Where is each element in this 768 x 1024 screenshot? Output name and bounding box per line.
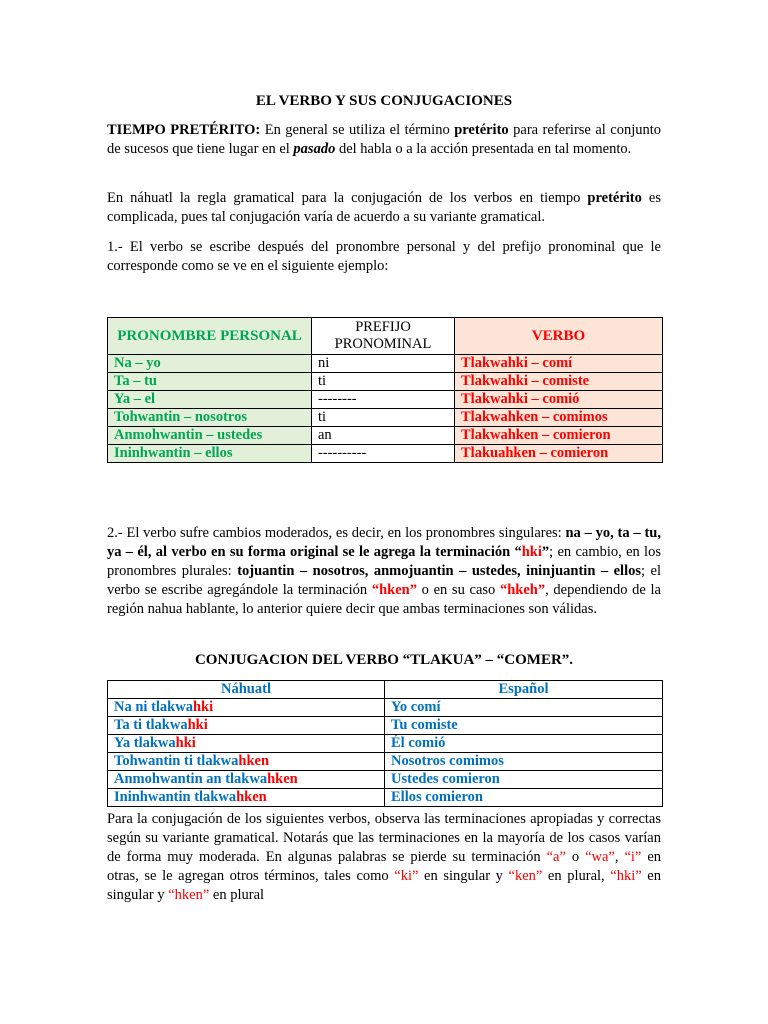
cell-espanol: Ellos comieron bbox=[385, 789, 663, 807]
cell-pronombre: Ininhwantin – ellos bbox=[108, 445, 312, 463]
text: en plural bbox=[209, 887, 265, 903]
verb-stem: Ta ti tlakwa bbox=[114, 717, 188, 733]
text: ; el verbo se escribe agregándole la terminación bbox=[107, 563, 661, 598]
table-row bbox=[108, 409, 663, 427]
pronoun-table bbox=[107, 317, 663, 463]
term-bold: tojuantin – nosotros, anmojuantin – ustedes, ininjuantin – ellos bbox=[237, 563, 642, 579]
ending-a: “a” bbox=[546, 849, 566, 865]
header-prefijo: PREFIJO PRONOMINAL bbox=[312, 318, 455, 355]
text: En náhuatl la regla gramatical para la conjugación de los verbos en tiempo bbox=[107, 190, 588, 206]
header-espanol: Español bbox=[385, 681, 663, 699]
text: o bbox=[565, 849, 586, 865]
cell-nahuatl bbox=[108, 753, 385, 771]
verb-stem: Ya tlakwa bbox=[114, 735, 176, 751]
text: 2.- El verbo sufre cambios moderados, es decir, en los pronombres singulares: bbox=[107, 525, 566, 541]
table-row bbox=[108, 445, 663, 463]
ending-ki: “ki” bbox=[394, 868, 419, 884]
table-row bbox=[108, 735, 663, 753]
cell-pronombre: Tohwantin – nosotros bbox=[108, 409, 312, 427]
cell-nahuatl bbox=[108, 789, 385, 807]
verb-stem: Na ni tlakwa bbox=[114, 699, 193, 715]
cell-prefijo: an bbox=[312, 427, 455, 445]
table-row bbox=[108, 771, 663, 789]
table-row bbox=[108, 427, 663, 445]
cell-verbo: Tlakwahki – comí bbox=[455, 355, 663, 373]
verb-ending: hki bbox=[187, 717, 208, 733]
verb-ending: hken bbox=[267, 771, 298, 787]
paragraph-preterito bbox=[107, 121, 661, 159]
text: es complicada, pues tal conjugación varía de acuerdo a su variante gramatical. bbox=[107, 190, 661, 225]
verb-stem: Anmohwantin an tlakwa bbox=[114, 771, 268, 787]
ending-i: “i” bbox=[624, 849, 642, 865]
verb-ending: hki bbox=[175, 735, 196, 751]
cell-espanol: Él comió bbox=[385, 735, 663, 753]
cell-prefijo: ---------- bbox=[312, 445, 455, 463]
ending-hken: “hken” bbox=[371, 582, 417, 598]
verb-stem: Ininhwantin tlakwa bbox=[114, 789, 237, 805]
cell-nahuatl bbox=[108, 771, 385, 789]
table-row bbox=[108, 373, 663, 391]
text: en plural, bbox=[542, 868, 611, 884]
ending-wa: “wa” bbox=[585, 849, 615, 865]
ending-hki: hki bbox=[521, 544, 542, 560]
ending-hkeh: “hkeh” bbox=[499, 582, 546, 598]
ending-hken: “hken” bbox=[168, 887, 210, 903]
conjugation-table bbox=[107, 680, 663, 807]
table-row bbox=[108, 355, 663, 373]
cell-pronombre: Ya – el bbox=[108, 391, 312, 409]
cell-pronombre: Anmohwantin – ustedes bbox=[108, 427, 312, 445]
table-header-row bbox=[108, 681, 663, 699]
term-bold: na – yo, ta – tu, ya – él, al verbo en su forma original se le agrega la terminación “ bbox=[107, 525, 661, 560]
cell-pronombre: Na – yo bbox=[108, 355, 312, 373]
text: en singular y bbox=[107, 868, 661, 903]
header-verbo: VERBO bbox=[455, 318, 663, 355]
term-bold: ” bbox=[541, 544, 550, 560]
text: del habla o a la acción presentada en tal momento. bbox=[335, 141, 632, 157]
header-nahuatl: Náhuatl bbox=[108, 681, 385, 699]
cell-prefijo: -------- bbox=[312, 391, 455, 409]
cell-nahuatl bbox=[108, 699, 385, 717]
text: En general se utiliza el término bbox=[260, 122, 455, 138]
paragraph-rule-1: 1.- El verbo se escribe después del pronombre personal y del prefijo pronominal que le corresponde como se ve en el siguiente ejemplo: bbox=[107, 239, 661, 274]
text: , dependiendo de la región nahua hablante, lo anterior quiere decir que ambas terminaciones son válidas. bbox=[107, 582, 661, 617]
table-row bbox=[108, 717, 663, 735]
table-row bbox=[108, 789, 663, 807]
cell-espanol: Nosotros comimos bbox=[385, 753, 663, 771]
text: en otras, se le agregan otros términos, tales como bbox=[107, 849, 662, 884]
cell-espanol: Ustedes comieron bbox=[385, 771, 663, 789]
text: , bbox=[614, 849, 625, 865]
verb-stem: Tohwantin ti tlakwa bbox=[114, 753, 239, 769]
document-title: EL VERBO Y SUS CONJUGACIONES bbox=[255, 93, 513, 109]
term-bold: pretérito bbox=[454, 122, 509, 138]
cell-espanol: Yo comí bbox=[385, 699, 663, 717]
paragraph-regla bbox=[107, 189, 661, 227]
cell-pronombre: Ta – tu bbox=[108, 373, 312, 391]
paragraph-instructions bbox=[107, 810, 661, 905]
cell-nahuatl bbox=[108, 735, 385, 753]
verb-ending: hki bbox=[192, 699, 214, 715]
term-bold-italic: pasado bbox=[293, 141, 336, 157]
table-row bbox=[108, 699, 663, 717]
text: o en su caso bbox=[416, 582, 500, 598]
cell-prefijo: ti bbox=[312, 409, 455, 427]
text: ; en cambio, en los pronombres plurales: bbox=[107, 544, 661, 579]
verb-ending: hken bbox=[236, 789, 267, 805]
paragraph-rule-2 bbox=[107, 524, 661, 619]
cell-espanol: Tu comiste bbox=[385, 717, 663, 735]
text: para referirse al conjunto de sucesos que tiene lugar en el bbox=[107, 122, 661, 157]
cell-prefijo: ni bbox=[312, 355, 455, 373]
cell-verbo: Tlakwahki – comió bbox=[455, 391, 663, 409]
ending-ken: “ken” bbox=[508, 868, 543, 884]
cell-nahuatl bbox=[108, 717, 385, 735]
text: en singular y bbox=[418, 868, 509, 884]
cell-verbo: Tlakwahken – comieron bbox=[455, 427, 663, 445]
text: Para la conjugación de los siguientes verbos, observa las terminaciones apropiadas y correctas según su variante gramatical. Notarás que las terminaciones en la mayoría de los casos varían de forma muy moderada. En algunas palabras se pierde su terminación bbox=[107, 811, 661, 865]
cell-verbo: Tlakuahken – comieron bbox=[455, 445, 663, 463]
table-row bbox=[108, 391, 663, 409]
cell-verbo: Tlakwahki – comiste bbox=[455, 373, 663, 391]
section-subtitle: CONJUGACION DEL VERBO “TLAKUA” – “COMER”. bbox=[194, 652, 574, 668]
cell-verbo: Tlakwahken – comimos bbox=[455, 409, 663, 427]
table-header-row bbox=[108, 318, 663, 355]
ending-hki: “hki” bbox=[610, 868, 642, 884]
cell-prefijo: ti bbox=[312, 373, 455, 391]
verb-ending: hken bbox=[238, 753, 270, 769]
header-pronombre: PRONOMBRE PERSONAL bbox=[108, 318, 312, 355]
term-bold: pretérito bbox=[587, 190, 642, 206]
term-lead: TIEMPO PRETÉRITO: bbox=[107, 122, 261, 138]
table-row bbox=[108, 753, 663, 771]
